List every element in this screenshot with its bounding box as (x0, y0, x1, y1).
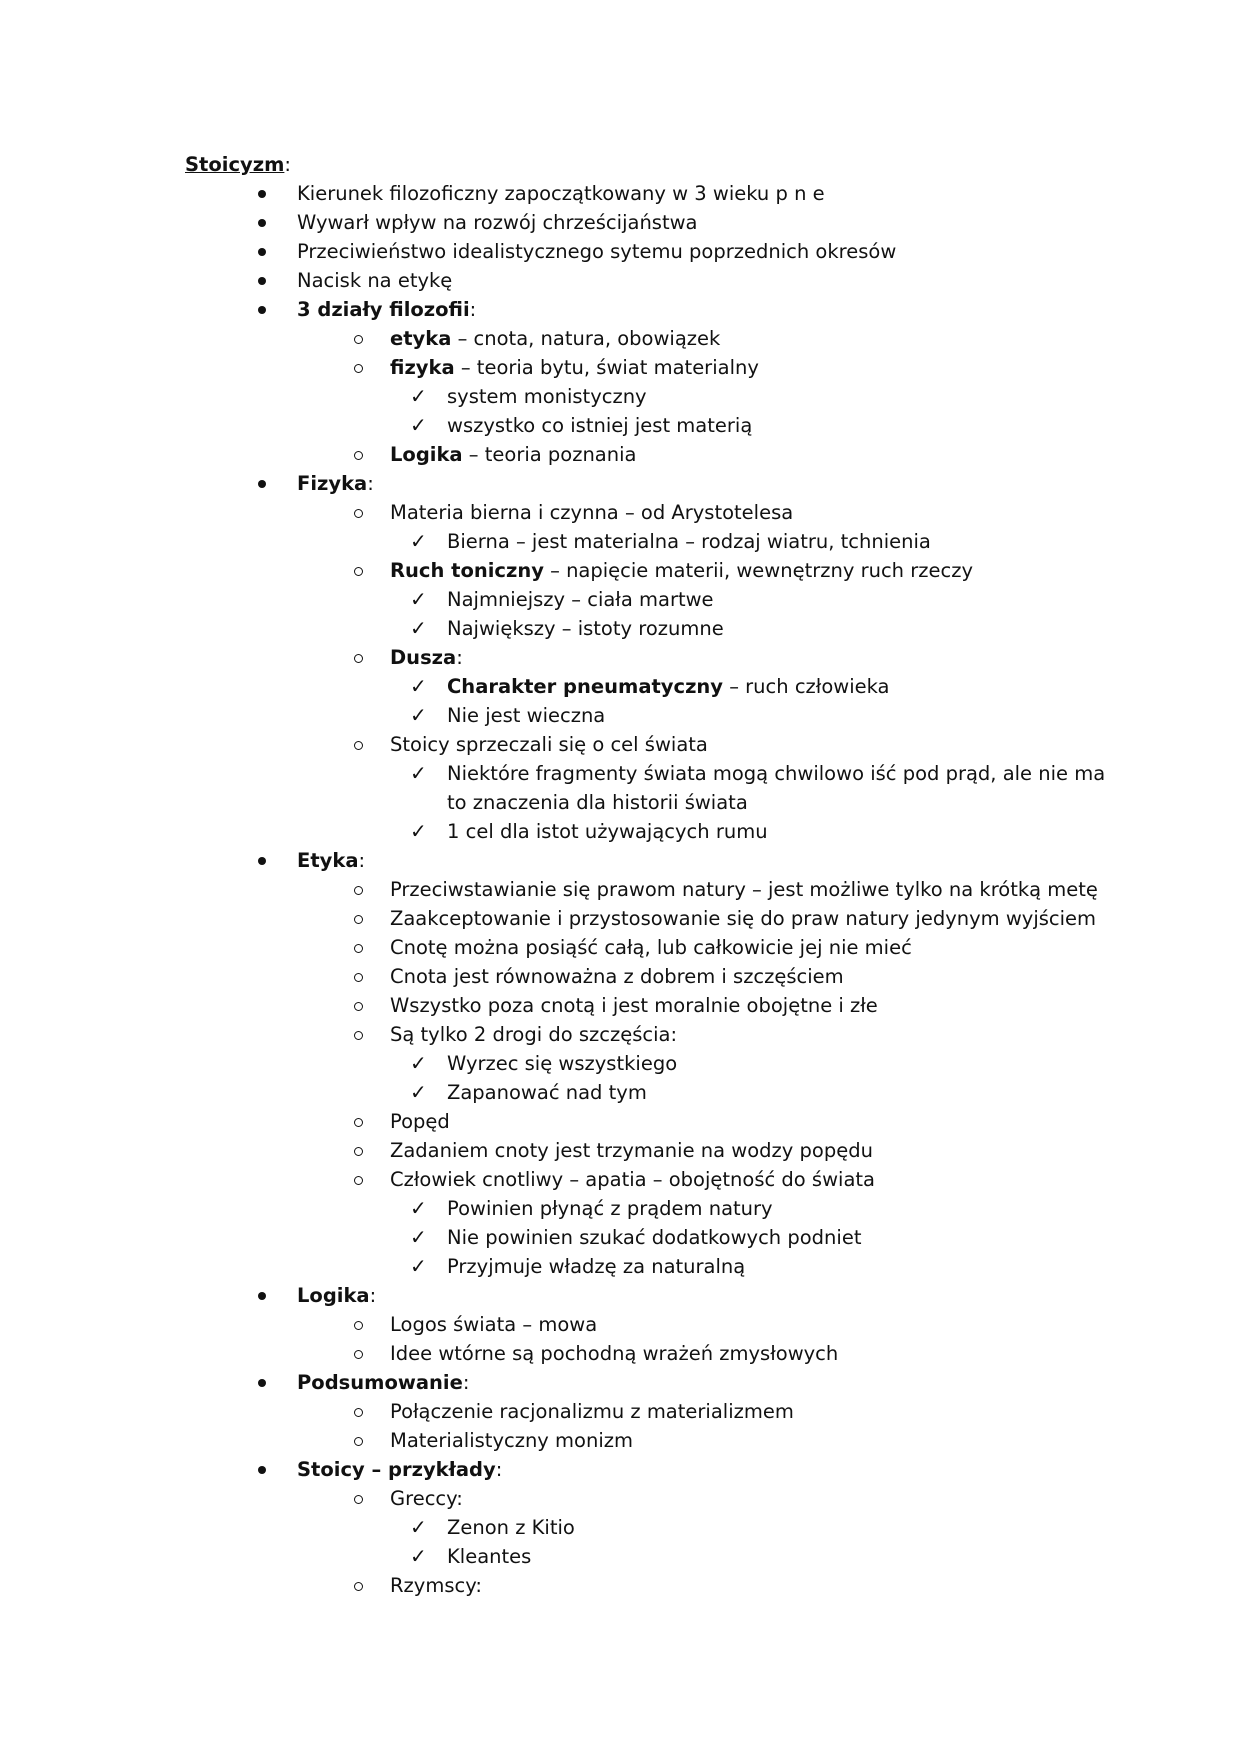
checkmark-icon: ✓ (410, 529, 427, 553)
list-item (297, 179, 825, 208)
item-text: Stoicy sprzeczali się o cel świata (390, 733, 708, 756)
item-heading: fizyka (390, 356, 455, 379)
circle-bullet-icon (354, 1321, 363, 1330)
bullet-icon (258, 1379, 266, 1387)
item-text: Zapanować nad tym (447, 1081, 647, 1104)
list-item (410, 1049, 678, 1078)
list-item (390, 498, 793, 527)
item-text: Największy – istoty rozumne (447, 617, 724, 640)
item-text: Połączenie racjonalizmu z materializmem (390, 1400, 794, 1423)
checkmark-icon: ✓ (410, 761, 427, 785)
item-heading: Etyka (297, 849, 359, 872)
bullet-icon (258, 248, 266, 256)
item-heading: Podsumowanie (297, 1371, 463, 1394)
list-item (390, 1397, 794, 1426)
item-text: Materialistyczny monizm (390, 1429, 633, 1452)
item-text: Nie jest wieczna (447, 704, 606, 727)
list-item (390, 353, 759, 382)
item-text: Popęd (390, 1110, 450, 1133)
list-item (390, 730, 708, 759)
checkmark-icon: ✓ (410, 1515, 427, 1539)
circle-bullet-icon (354, 1031, 363, 1040)
title-text: Stoicyzm (185, 153, 285, 176)
list-item (390, 962, 844, 991)
item-text: Logos świata – mowa (390, 1313, 598, 1336)
list-item (410, 1194, 773, 1223)
checkmark-icon: ✓ (410, 616, 427, 640)
circle-bullet-icon (354, 654, 363, 663)
circle-bullet-icon (354, 364, 363, 373)
item-text: Kierunek filozoficzny zapoczątkowany w 3 wieku p n e (297, 182, 825, 205)
item-text: : (358, 849, 366, 872)
list-item (390, 1136, 873, 1165)
list-item (390, 1426, 633, 1455)
list-item (297, 266, 452, 295)
circle-bullet-icon (354, 509, 363, 518)
item-text: : (456, 646, 463, 669)
item-text: Cnotę można posiąść całą, lub całkowicie jej nie mieć (390, 936, 912, 959)
item-text: Kleantes (447, 1545, 532, 1568)
circle-bullet-icon (354, 1118, 363, 1127)
list-item (390, 1310, 597, 1339)
list-item (390, 1107, 450, 1136)
circle-bullet-icon (354, 1002, 363, 1011)
list-item (390, 991, 878, 1020)
circle-bullet-icon (354, 1350, 363, 1359)
item-text: Materia bierna i czynna – od Arystotelesa (390, 501, 794, 524)
list-item (390, 440, 636, 469)
bullet-icon (258, 1466, 266, 1474)
list-item (410, 1513, 575, 1542)
item-text: – teoria bytu, świat materialny (454, 356, 759, 379)
circle-bullet-icon (354, 886, 363, 895)
checkmark-icon: ✓ (410, 1051, 427, 1075)
list-item (410, 1078, 647, 1107)
checkmark-icon: ✓ (410, 1544, 427, 1568)
list-item (297, 237, 896, 266)
item-text: Przeciwieństwo idealistycznego sytemu poprzednich okresów (297, 240, 897, 263)
item-text: Nie powinien szukać dodatkowych podniet (447, 1226, 862, 1249)
list-item (410, 382, 647, 411)
circle-bullet-icon (354, 1176, 363, 1185)
item-text: Niektóre fragmenty świata mogą chwilowo iść pod prąd, ale nie ma (447, 762, 1106, 785)
list-item (410, 759, 1106, 788)
bullet-icon (258, 1292, 266, 1300)
item-heading: Ruch toniczny (390, 559, 544, 582)
item-text: system monistyczny (447, 385, 647, 408)
circle-bullet-icon (354, 1582, 363, 1591)
circle-bullet-icon (354, 1408, 363, 1417)
list-item (390, 904, 1096, 933)
circle-bullet-icon (354, 1147, 363, 1156)
list-item (410, 1542, 532, 1571)
title-colon: : (284, 153, 291, 176)
list-item (390, 875, 1098, 904)
list-item (410, 585, 714, 614)
item-text: Powinien płynąć z prądem natury (447, 1197, 773, 1220)
list-item (390, 324, 720, 353)
item-text: Nacisk na etykę (297, 269, 453, 292)
item-text: Człowiek cnotliwy – apatia – obojętność do świata (390, 1168, 875, 1191)
checkmark-icon: ✓ (410, 1225, 427, 1249)
checkmark-icon: ✓ (410, 819, 427, 843)
circle-bullet-icon (354, 1437, 363, 1446)
checkmark-icon: ✓ (410, 674, 427, 698)
checkmark-icon: ✓ (410, 413, 427, 437)
circle-bullet-icon (354, 944, 363, 953)
circle-bullet-icon (354, 973, 363, 982)
list-item (297, 1281, 376, 1310)
list-item (410, 1252, 746, 1281)
checkmark-icon: ✓ (410, 384, 427, 408)
item-text: Rzymscy: (390, 1574, 482, 1597)
checkmark-icon: ✓ (410, 1080, 427, 1104)
item-heading: Fizyka (297, 472, 368, 495)
item-text: Idee wtórne są pochodną wrażeń zmysłowych (390, 1342, 839, 1365)
item-heading: Dusza (390, 646, 457, 669)
checkmark-icon: ✓ (410, 1254, 427, 1278)
item-text: – napięcie materii, wewnętrzny ruch rzeczy (543, 559, 973, 582)
list-item (410, 672, 890, 701)
page-title (185, 150, 291, 179)
list-item (390, 1165, 875, 1194)
item-heading: Stoicy – przykłady (297, 1458, 496, 1481)
bullet-icon (258, 480, 266, 488)
checkmark-icon: ✓ (410, 1196, 427, 1220)
item-text: Zadaniem cnoty jest trzymanie na wodzy popędu (390, 1139, 873, 1162)
item-heading: Logika (390, 443, 463, 466)
item-text: Bierna – jest materialna – rodzaj wiatru, tchnienia (447, 530, 931, 553)
item-text: : (469, 298, 477, 321)
item-text: – teoria poznania (462, 443, 637, 466)
list-item (297, 208, 698, 237)
list-item (390, 1571, 482, 1600)
list-item (390, 1484, 463, 1513)
item-text: : (369, 1284, 377, 1307)
item-text: Cnota jest równoważna z dobrem i szczęściem (390, 965, 844, 988)
item-text: 1 cel dla istot używających rumu (447, 820, 768, 843)
list-item (410, 1223, 862, 1252)
item-text: Przyjmuje władzę za naturalną (447, 1255, 746, 1278)
bullet-icon (258, 219, 266, 227)
list-item (447, 788, 748, 817)
list-item (390, 1339, 838, 1368)
item-text: Zaakceptowanie i przystosowanie się do praw natury jedynym wyjściem (390, 907, 1097, 930)
circle-bullet-icon (354, 915, 363, 924)
item-text: Zenon z Kitio (447, 1516, 575, 1539)
item-text: Są tylko 2 drogi do szczęścia: (390, 1023, 678, 1046)
list-item (410, 614, 724, 643)
item-text: Najmniejszy – ciała martwe (447, 588, 714, 611)
list-item (297, 846, 365, 875)
item-text: : (495, 1458, 503, 1481)
item-text: Wywarł wpływ na rozwój chrześcijaństwa (297, 211, 698, 234)
circle-bullet-icon (354, 451, 363, 460)
list-item (297, 1368, 469, 1397)
item-heading: Charakter pneumatyczny (447, 675, 724, 698)
bullet-icon (258, 277, 266, 285)
list-item (410, 527, 931, 556)
list-item (297, 1455, 502, 1484)
circle-bullet-icon (354, 741, 363, 750)
list-item (410, 817, 768, 846)
list-item (390, 933, 912, 962)
item-text: : (462, 1371, 470, 1394)
circle-bullet-icon (354, 335, 363, 344)
bullet-icon (258, 857, 266, 865)
item-heading: Logika (297, 1284, 370, 1307)
item-text: to znaczenia dla historii świata (447, 791, 748, 814)
checkmark-icon: ✓ (410, 587, 427, 611)
bullet-icon (258, 190, 266, 198)
item-text: Przeciwstawianie się prawom natury – jest możliwe tylko na krótką metę (390, 878, 1098, 901)
list-item (410, 411, 753, 440)
item-text: Greccy: (390, 1487, 463, 1510)
item-text: – cnota, natura, obowiązek (451, 327, 721, 350)
list-item (390, 556, 973, 585)
bullet-icon (258, 306, 266, 314)
circle-bullet-icon (354, 567, 363, 576)
item-text: Wyrzec się wszystkiego (447, 1052, 678, 1075)
item-heading: 3 działy filozofii (297, 298, 470, 321)
list-item (390, 643, 463, 672)
item-text: Wszystko poza cnotą i jest moralnie obojętne i złe (390, 994, 878, 1017)
item-text: – ruch człowieka (723, 675, 890, 698)
list-item (297, 469, 374, 498)
checkmark-icon: ✓ (410, 703, 427, 727)
list-item (390, 1020, 677, 1049)
item-text: wszystko co istniej jest materią (447, 414, 753, 437)
circle-bullet-icon (354, 1495, 363, 1504)
item-heading: etyka (390, 327, 452, 350)
list-item (297, 295, 476, 324)
list-item (410, 701, 606, 730)
item-text: : (367, 472, 374, 495)
